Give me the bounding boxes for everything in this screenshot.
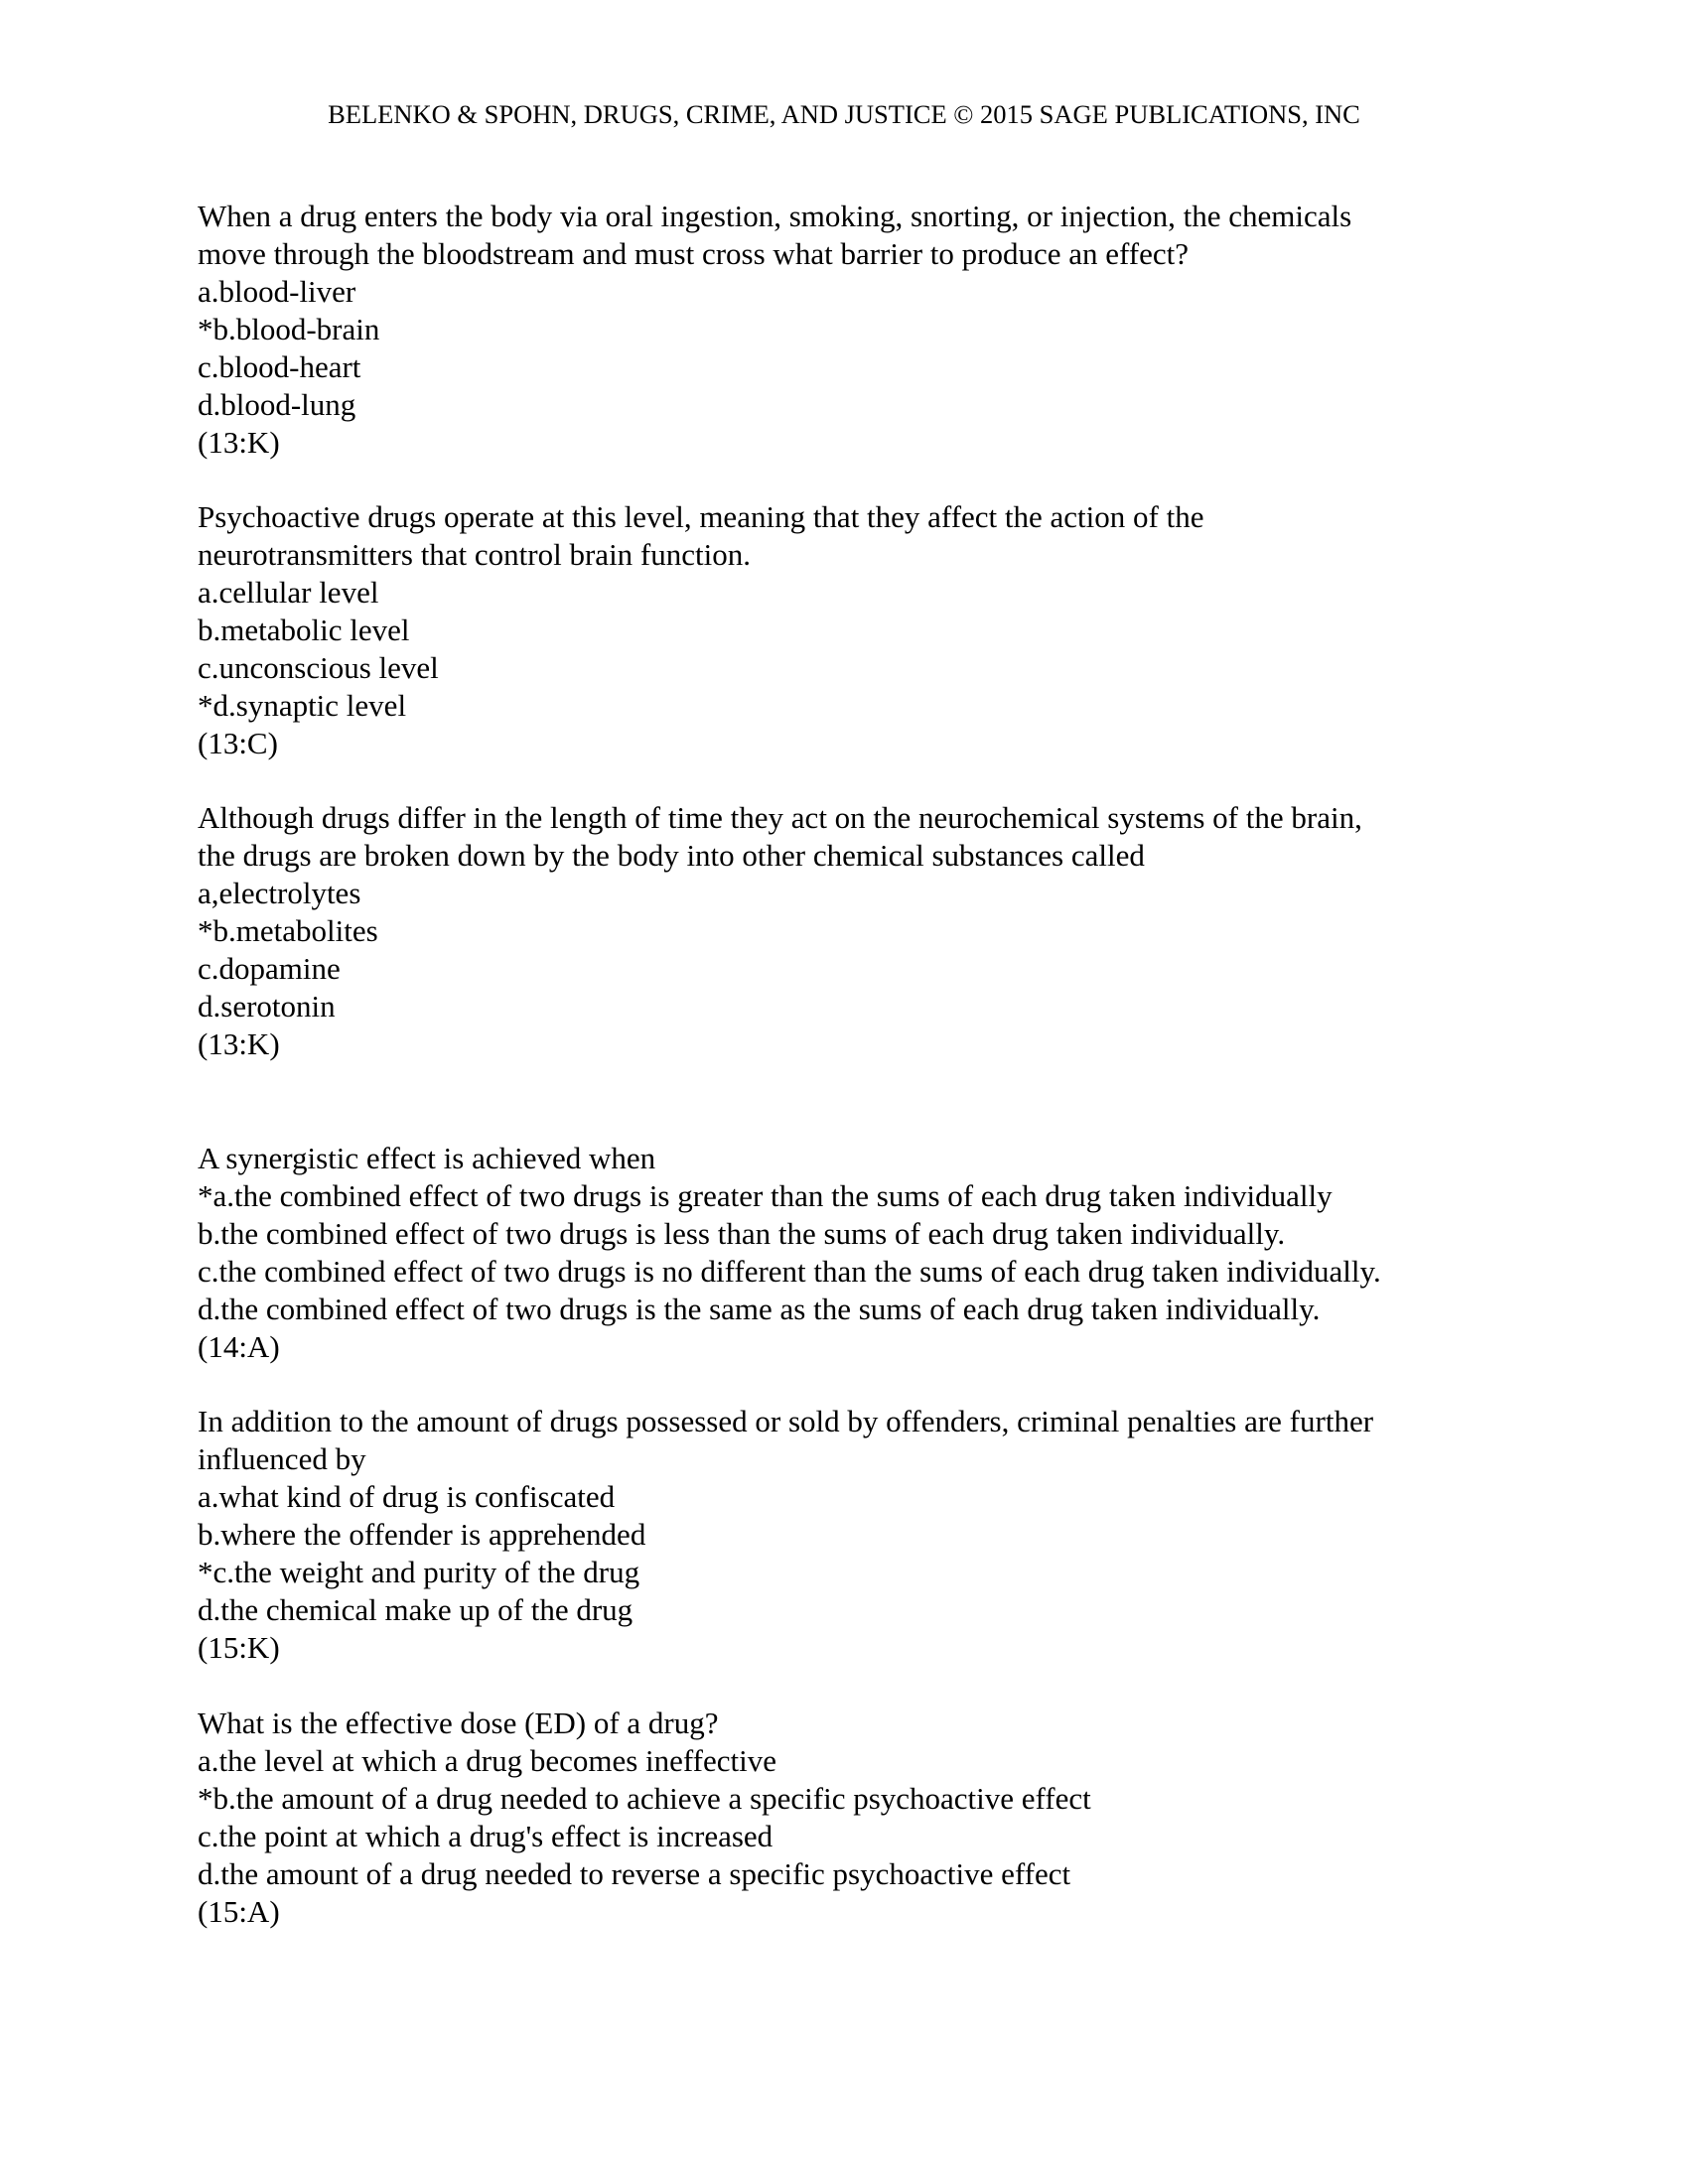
question-stem-line: move through the bloodstream and must cross what barrier to produce an effect? bbox=[198, 236, 1189, 271]
question-block bbox=[198, 1705, 1508, 1931]
question-block bbox=[198, 1403, 1508, 1667]
question-block bbox=[198, 198, 1508, 462]
question-reference: (15:A) bbox=[198, 1894, 280, 1929]
answer-option: *b.the amount of a drug needed to achieve a specific psychoactive effect bbox=[198, 1781, 1091, 1816]
answer-option: a.the level at which a drug becomes ineffective bbox=[198, 1743, 777, 1778]
answer-option: d.blood-lung bbox=[198, 387, 356, 422]
question-reference: (14:A) bbox=[198, 1329, 280, 1364]
question-stem-line: neurotransmitters that control brain function. bbox=[198, 537, 751, 572]
question-block bbox=[198, 498, 1508, 762]
question-stem-line: Psychoactive drugs operate at this level, meaning that they affect the action of the bbox=[198, 499, 1204, 534]
question-stem-line: Although drugs differ in the length of time they act on the neurochemical systems of the brain, bbox=[198, 800, 1362, 835]
answer-option: b.metabolic level bbox=[198, 613, 410, 647]
answer-option: d.serotonin bbox=[198, 989, 336, 1024]
answer-option: d.the chemical make up of the drug bbox=[198, 1592, 633, 1627]
question-stem-line: What is the effective dose (ED) of a drug? bbox=[198, 1706, 719, 1740]
question-stem-line: influenced by bbox=[198, 1441, 366, 1476]
answer-option: a.blood-liver bbox=[198, 274, 356, 309]
answer-option: c.unconscious level bbox=[198, 650, 439, 685]
answer-option: c.blood-heart bbox=[198, 349, 361, 384]
question-reference: (13:K) bbox=[198, 1026, 280, 1061]
question-block bbox=[198, 1140, 1508, 1366]
answer-option: *d.synaptic level bbox=[198, 688, 407, 723]
answer-option: d.the combined effect of two drugs is the same as the sums of each drug taken individually. bbox=[198, 1292, 1321, 1326]
question-reference: (13:C) bbox=[198, 726, 278, 760]
answer-option: a.what kind of drug is confiscated bbox=[198, 1479, 616, 1514]
answer-option: a.cellular level bbox=[198, 575, 379, 610]
answer-option: *a.the combined effect of two drugs is greater than the sums of each drug taken individually bbox=[198, 1178, 1333, 1213]
answer-option: *c.the weight and purity of the drug bbox=[198, 1555, 640, 1589]
answer-option: *b.metabolites bbox=[198, 913, 378, 948]
question-stem-line: the drugs are broken down by the body into other chemical substances called bbox=[198, 838, 1145, 873]
answer-option: c.the combined effect of two drugs is no different than the sums of each drug taken individually. bbox=[198, 1254, 1381, 1289]
question-block bbox=[198, 799, 1508, 1063]
question-stem-line: In addition to the amount of drugs possessed or sold by offenders, criminal penalties are further bbox=[198, 1404, 1374, 1438]
question-reference: (15:K) bbox=[198, 1630, 280, 1665]
question-reference: (13:K) bbox=[198, 425, 280, 460]
page-header: BELENKO & SPOHN, DRUGS, CRIME, AND JUSTICE © 2015 SAGE PUBLICATIONS, INC bbox=[328, 99, 1360, 129]
answer-option: c.the point at which a drug's effect is increased bbox=[198, 1819, 774, 1853]
answer-option: b.the combined effect of two drugs is less than the sums of each drug taken individually. bbox=[198, 1216, 1286, 1251]
answer-option: c.dopamine bbox=[198, 951, 341, 986]
question-stem-line: When a drug enters the body via oral ingestion, smoking, snorting, or injection, the chemicals bbox=[198, 199, 1352, 233]
answer-option: *b.blood-brain bbox=[198, 312, 380, 346]
answer-option: d.the amount of a drug needed to reverse a specific psychoactive effect bbox=[198, 1856, 1071, 1891]
answer-option: a,electrolytes bbox=[198, 876, 361, 910]
answer-option: b.where the offender is apprehended bbox=[198, 1517, 646, 1552]
question-stem-line: A synergistic effect is achieved when bbox=[198, 1141, 656, 1175]
